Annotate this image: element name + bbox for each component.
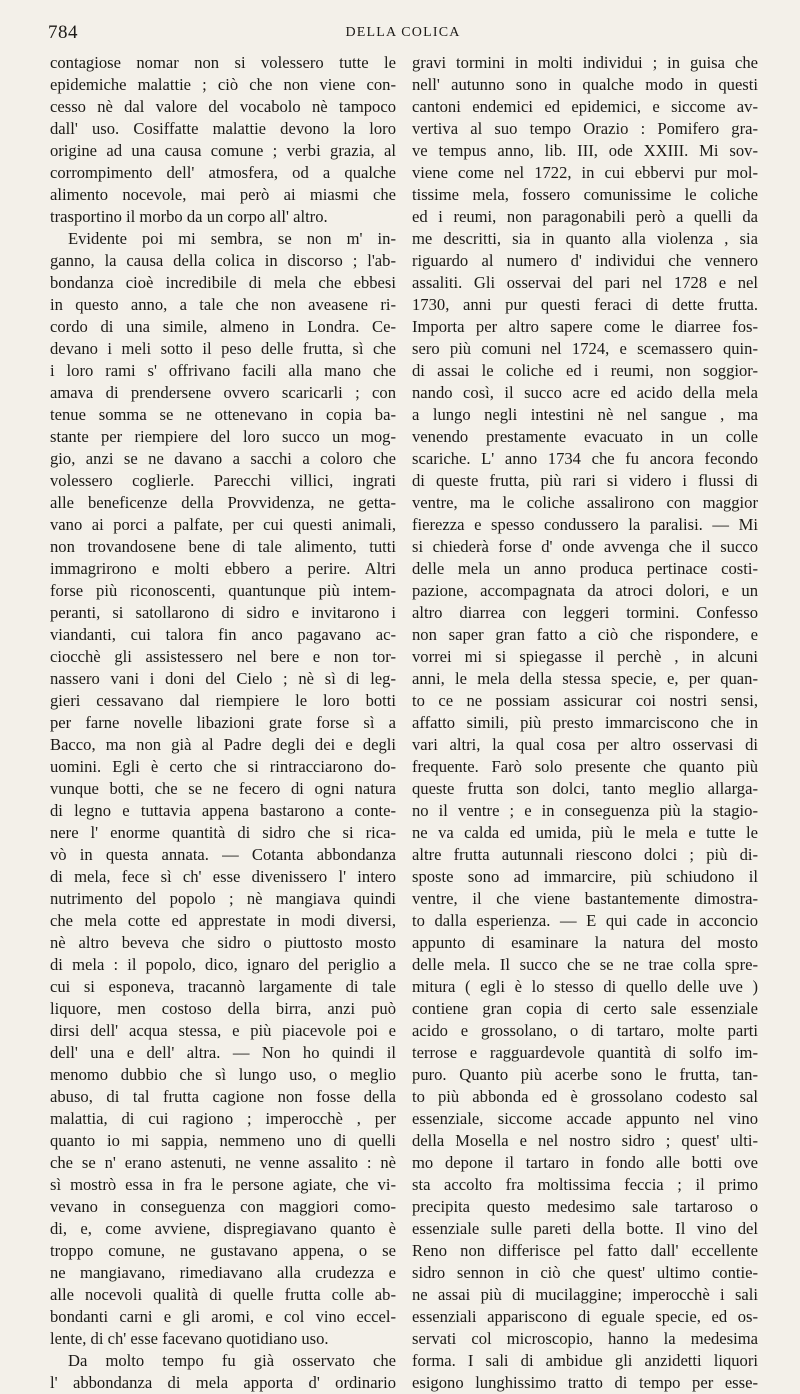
text-line: sero più comuni nel 1724, e scemassero quin- xyxy=(412,339,758,358)
text-line: alimento nocevole, mai però ai miasmi che xyxy=(50,185,396,204)
text-line: in questo anno, a tale che non aveasene ri- xyxy=(50,295,396,314)
text-line: di, e, come avviene, dispregiavano quanto è xyxy=(50,1219,396,1238)
text-line: forse più riconoscenti, quantunque più intem- xyxy=(50,581,396,600)
text-line: tenue somma se ne ottenevano in copia ba- xyxy=(50,405,396,424)
text-line: amava di prendersene ovvero scaricarli ; con xyxy=(50,383,396,402)
text-line: sidro sennon in ciò che quest' ultimo contie- xyxy=(412,1263,758,1282)
text-line: gio, anzi se ne davano a sacchi a coloro che xyxy=(50,449,396,468)
text-line: nell' autunno sono in qualche modo in questi xyxy=(412,75,758,94)
text-line: essenziale sulle pareti della botte. Il vino del xyxy=(412,1219,758,1238)
text-line: bondanza cioè incredibile di mela che ebbesi xyxy=(50,273,396,292)
text-line: non saper gran fatto a ciò che rispondere, e xyxy=(412,625,758,644)
text-line: delle mela un anno produca pertinace costi- xyxy=(412,559,758,578)
text-line: cesso nè dal valore del vocabolo nè tampoco xyxy=(50,97,396,116)
text-line: di mela, fece sì ch' esse divenissero l' intero xyxy=(50,867,396,886)
text-line: riguardo al numero d' individui che vennero xyxy=(412,251,758,270)
text-line: cui si esponeva, tracannò largamente di tale xyxy=(50,977,396,996)
text-line: ne va calda ed umida, più le mela e tutte le xyxy=(412,823,758,842)
text-line: liquore, men costoso della birra, anzi può xyxy=(50,999,396,1018)
text-line: Importa per altro sapere come le diarree fos- xyxy=(412,317,758,336)
text-line: lente, di ch' esse facevano quotidiano uso. xyxy=(50,1329,329,1348)
text-line: forma. I sali di ambidue gli anzidetti liquori xyxy=(412,1351,758,1370)
text-line: che se n' erano astenuti, ne venne assalito : nè xyxy=(50,1153,396,1172)
text-line: me descritti, sia in quanto alla violenza , sia xyxy=(412,229,758,248)
text-line: gravi tormini in molti individui ; in guisa che xyxy=(412,53,758,72)
text-line: vorrei mi si spiegasse il perchè , in alcuni xyxy=(412,647,758,666)
text-line: servati col microscopio, hanno la medesima xyxy=(412,1329,758,1348)
text-line: peranti, si satollarono di sidro e invitarono i xyxy=(50,603,396,622)
left-text-column xyxy=(50,52,396,1394)
text-line: per farne novelle libazioni grate forse sì a xyxy=(50,713,396,732)
text-line: quanto io mi sappia, nemmeno uno di quelli xyxy=(50,1131,396,1150)
text-line: to ce ne possiam assicurar coi nostri sensi, xyxy=(412,691,758,710)
text-line: sta accolto fra moltissima feccia ; il primo xyxy=(412,1175,758,1194)
text-line: dell' una e dell' altra. — Non ho quindi il xyxy=(50,1043,396,1062)
text-line: affatto simili, più presto immarciscono che in xyxy=(412,713,758,732)
text-line: cordo di una simile, almeno in Londra. Ce- xyxy=(50,317,396,336)
text-line: origine ad una causa comune ; verbi grazia, al xyxy=(50,141,396,160)
text-line: nutrimento del popolo ; nè mangiava quindi xyxy=(50,889,396,908)
text-line: volessero coglierle. Parecchi villici, ingrati xyxy=(50,471,396,490)
text-line: non trovandosene bene di tale alimento, tutti xyxy=(50,537,396,556)
text-line: di mela : il popolo, dico, ignaro del periglio a xyxy=(50,955,396,974)
text-line: no il ventre ; e in conseguenza più la stagio- xyxy=(412,801,758,820)
text-line: trasportino il morbo da un corpo all' altro. xyxy=(50,207,328,226)
page-header xyxy=(48,22,758,52)
text-line: pazione, accompagnata da atroci dolori, e un xyxy=(412,581,758,600)
text-line: immagrirono e molti ebbero a perire. Altri xyxy=(50,559,396,578)
text-line: ventre, il che viene bastantemente dimostra- xyxy=(412,889,758,908)
text-line: mo depone il tartaro in fondo alle botti ove xyxy=(412,1153,758,1172)
running-title: DELLA COLICA xyxy=(345,25,461,40)
text-line: l' abbondanza di mela apporta d' ordinario xyxy=(50,1373,396,1392)
text-line: sì mostrò essa in fra le persone agiate, che vi- xyxy=(50,1175,396,1194)
text-line: mitura ( egli è lo stesso di quello delle uve ) xyxy=(412,977,758,996)
text-line: ganno, la causa della colica in discorso ; l'ab- xyxy=(50,251,396,270)
text-line: della Mosella e nel nostro sidro ; quest' ulti- xyxy=(412,1131,758,1150)
text-line: Da molto tempo fu già osservato che xyxy=(68,1351,396,1370)
text-line: puro. Quanto più acerbe sono le frutta, tan- xyxy=(412,1065,758,1084)
text-line: a lungo negli intestini nè nel sangue , ma xyxy=(412,405,758,424)
text-line: vevano in conseguenza con maggiori como- xyxy=(50,1197,396,1216)
text-line: precipita questo medesimo sale tartaroso o xyxy=(412,1197,758,1216)
text-line: essenziali appariscono di eguale specie, ed os- xyxy=(412,1307,758,1326)
text-line: scariche. L' anno 1734 che fu ancora fecondo xyxy=(412,449,758,468)
text-line: 1730, anni pur questi feraci di dette frutta. xyxy=(412,295,758,314)
text-line: fierezza e spesso condussero la paralisi. — Mi xyxy=(412,515,758,534)
text-line: ne mangiavano, rimediavano alla crudezza e xyxy=(50,1263,396,1282)
text-line: to dalla esperienza. — E qui cade in acconcio xyxy=(412,911,758,930)
text-line: ed i reumi, non paragonabili però a quelli da xyxy=(412,207,758,226)
text-line: ne assai più di mucilaggine; imperocchè i sali xyxy=(412,1285,758,1304)
text-line: dall' uso. Cosiffatte malattie devono la loro xyxy=(50,119,396,138)
text-line: vertiva al suo tempo Orazio : Pomifero gra- xyxy=(412,119,758,138)
text-line: nè altro beveva che sidro o piuttosto mosto xyxy=(50,933,396,952)
text-line: essenziale, siccome accade appunto nel vino xyxy=(412,1109,758,1128)
text-line: sposte sono ad immarcire, più schiudono il xyxy=(412,867,758,886)
text-line: Evidente poi mi sembra, se non m' in- xyxy=(68,229,396,248)
text-line: Bacco, ma non già al Padre degli dei e degli xyxy=(50,735,396,754)
text-line: vò in questa annata. — Cotanta abbondanza xyxy=(50,845,396,864)
text-line: vano ai porci a palfate, per cui questi animali, xyxy=(50,515,396,534)
text-line: stante per riempiere del loro succo un mog- xyxy=(50,427,396,446)
text-line: anni, le mela della stessa specie, e, per quan- xyxy=(412,669,758,688)
text-line: gieri cessavano dal riempiere le loro botti xyxy=(50,691,396,710)
text-line: alle beneficenze della Provvidenza, ne getta- xyxy=(50,493,396,512)
text-line: esigono lunghissimo tratto di tempo per esse- xyxy=(412,1373,758,1392)
text-line: vari altri, la qual cosa per altro osservasi di xyxy=(412,735,758,754)
text-line: vunque botti, che se ne fecero di ogni natura xyxy=(50,779,396,798)
text-line: ventre, ma le coliche assalirono con maggior xyxy=(412,493,758,512)
text-line: ve tempus anno, lib. III, ode XXIII. Mi sov- xyxy=(412,141,758,160)
text-line: delle mela. Il succo che se ne trae colla spre- xyxy=(412,955,758,974)
text-line: abuso, di tal frutta cagione non fosse della xyxy=(50,1087,396,1106)
text-line: di assai le coliche ed i reumi, non soggior- xyxy=(412,361,758,380)
text-line: nassero vani i doni del Cielo ; nè sì di leg- xyxy=(50,669,396,688)
text-line: cantoni endemici ed epidemici, e siccome av- xyxy=(412,97,758,116)
text-line: assaliti. Gli osservai del pari nel 1728 e nel xyxy=(412,273,758,292)
text-line: si chiederà forse d' onde avvenga che il succo xyxy=(412,537,758,556)
text-line: uomini. Egli è certo che si rintracciarono do- xyxy=(50,757,396,776)
text-line: epidemiche malattie ; ciò che non viene con- xyxy=(50,75,396,94)
text-line: troppo comune, ne gustavano appena, o se xyxy=(50,1241,396,1260)
text-line: di queste frutta, più rari si videro i flussi di xyxy=(412,471,758,490)
text-line: devano i meli sotto il peso delle frutta, sì che xyxy=(50,339,396,358)
text-line: ciocchè gli assistessero nel bere e non tor- xyxy=(50,647,396,666)
text-line: viandanti, cui talora fin anco pagavano ac- xyxy=(50,625,396,644)
text-line: Reno non differisce pel fatto dall' eccellente xyxy=(412,1241,758,1260)
text-line: to più abbonda ed è grossolano codesto sal xyxy=(412,1087,758,1106)
text-line: frequente. Farò solo presente che quanto più xyxy=(412,757,758,776)
text-line: appunto di esaminare la natura del mosto xyxy=(412,933,758,952)
text-line: alle nocevoli qualità di quelle frutta colle ab- xyxy=(50,1285,396,1304)
text-line: corrompimento dell' atmosfera, od a qualche xyxy=(50,163,396,182)
text-line: terrose e ragguardevole quantità di solfo im- xyxy=(412,1043,758,1062)
right-text-column xyxy=(412,52,758,1394)
text-line: contiene gran copia di certo sale essenziale xyxy=(412,999,758,1018)
text-line: altre frutta autunnali riescono dolci ; più di- xyxy=(412,845,758,864)
text-line: viene come nel 1722, in cui ebbervi pur mol- xyxy=(412,163,758,182)
text-line: nando così, il succo acre ed acido della mela xyxy=(412,383,758,402)
text-line: queste frutta son dolci, tanto meglio allarga- xyxy=(412,779,758,798)
text-line: bondanti carni e gli aromi, e col vino eccel- xyxy=(50,1307,396,1326)
text-line: contagiose nomar non si volessero tutte le xyxy=(50,53,396,72)
text-line: venendo prestamente evacuato in un colle xyxy=(412,427,758,446)
text-line: dirsi dell' acqua stessa, e più piacevole poi e xyxy=(50,1021,396,1040)
text-line: nere l' enorme quantità di sidro che si rica- xyxy=(50,823,396,842)
text-line: altro diarrea con leggeri tormini. Confesso xyxy=(412,603,758,622)
text-line: acido e grossolano, o di tartaro, molte parti xyxy=(412,1021,758,1040)
text-line: che mela cotte ed apprestate in modi diversi, xyxy=(50,911,396,930)
text-line: i loro rami s' offrivano facili alla mano che xyxy=(50,361,396,380)
text-line: menomo dubbio che sì lungo uso, o meglio xyxy=(50,1065,396,1084)
page-number: 784 xyxy=(48,22,78,43)
text-line: di legno e tuttavia appena bastarono a conte- xyxy=(50,801,396,820)
text-line: tissime mela, fossero comunissime le coliche xyxy=(412,185,758,204)
text-line: malattia, di cui ragiono ; imperocchè , per xyxy=(50,1109,396,1128)
